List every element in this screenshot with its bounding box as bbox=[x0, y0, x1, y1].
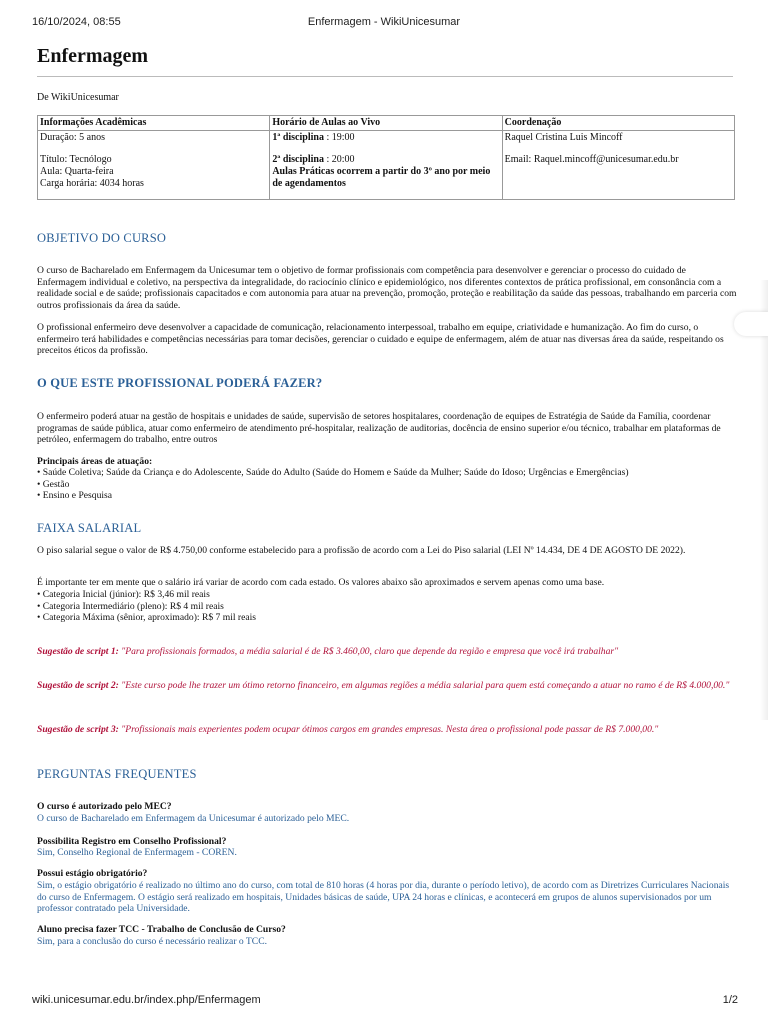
objetivo-paragraph-2: O profissional enfermeiro deve desenvolver a capacidade de comunicação, relacionamento interpessoal, trabalho em equipe, criatividade e humanização. Ao fim do curso, o enfermeiro terá habilidades e competências necessárias para tomar decisões, gerenciar o cuidado e equipe de enfermagem, além de atuar nas diversas área da saúde, respeitando os preceitos éticos da profissão. bbox=[37, 322, 724, 356]
d2-time: : 20:00 bbox=[323, 154, 355, 165]
coordinator-name: Raquel Cristina Luis Mincoff bbox=[504, 132, 623, 143]
schedule-cell bbox=[270, 131, 502, 200]
script-suggestion-2: Sugestão de script 2: "Este curso pode lhe trazer um ótimo retorno financeiro, em algumas regiões a média salarial para quem está começando a atuar no ramo é de R$ 4.000,00." bbox=[37, 680, 730, 691]
faq-question: O curso é autorizado pelo MEC? bbox=[37, 801, 172, 812]
salary-item: • Categoria Intermediário (pleno): R$ 4 mil reais bbox=[37, 601, 224, 612]
profissional-paragraph: O enfermeiro poderá atuar na gestão de hospitais e unidades de saúde, supervisão de setores hospitalares, coordenação de equipes de Estratégia de Saúde da Família, coordenar programas de saúde pública, atuar como enfermeiro de atendimento pré-hospitalar, realização de auditorias, docência de ensino superior e/ou técnico, trabalhar em plataformas de petróleo, enfermagem do trabalho, entre outros bbox=[37, 411, 721, 445]
section-heading-faq: PERGUNTAS FREQUENTES bbox=[37, 767, 197, 781]
print-url: wiki.unicesumar.edu.br/index.php/Enfermagem bbox=[32, 994, 261, 1006]
scroll-shadow bbox=[760, 280, 768, 720]
faq-answer: Sim, para a conclusão do curso é necessário realizar o TCC. bbox=[37, 936, 267, 947]
faq-question: Aluno precisa fazer TCC - Trabalho de Conclusão de Curso? bbox=[37, 924, 286, 935]
print-header bbox=[0, 16, 768, 32]
header-coordination: Coordenação bbox=[502, 116, 734, 131]
d2-label: 2ª disciplina bbox=[272, 154, 324, 165]
info-table-row bbox=[38, 131, 735, 200]
print-footer bbox=[0, 994, 768, 1010]
site-subtitle: De WikiUnicesumar bbox=[37, 92, 119, 103]
salary-item: • Categoria Máxima (sênior, aproximado): R$ 7 mil reais bbox=[37, 612, 257, 623]
header-academic: Informações Acadêmicas bbox=[38, 116, 270, 131]
titulo-text: Título: Tecnólogo bbox=[40, 154, 112, 165]
section-heading-salario: FAIXA SALARIAL bbox=[37, 521, 142, 535]
scroll-handle[interactable] bbox=[734, 312, 768, 336]
faq-answer: Sim, o estágio obrigatório é realizado no último ano do curso, com total de 810 horas (4 horas por dia, durante o período letivo), de acordo com as Diretrizes Curriculares Nacionais do curso de Enfermagem. O estágio será realizado em hospitais, Unidades básicas de saúde, UPA 24 horas e clínicas, e acontecerá em grupos de alunos supervisionados por um professor contratado pela Universidade. bbox=[37, 880, 730, 914]
area-item: • Gestão bbox=[37, 479, 70, 490]
objetivo-paragraph-1: O curso de Bacharelado em Enfermagem da Unicesumar tem o objetivo de formar profissionais com competência para desenvolver e gerenciar o processo do cuidado de Enfermagem individual e coletivo, na perspectiva da integralidade, do raciocínio clínico e epidemiológico, nos diferentes contextos de prática profissional, em consonância com a realidade social e de saúde; profissionais capacitados e com autonomia para atuar na prevenção, promoção, proteção e reabilitação da saúde das pessoas, trabalhando em parceria com outros profissionais da área da saúde. bbox=[37, 265, 737, 311]
academic-cell bbox=[38, 131, 270, 200]
duracao-text: Duração: 5 anos bbox=[40, 132, 105, 143]
areas-label: Principais áreas de atuação: bbox=[37, 456, 153, 467]
area-item: • Ensino e Pesquisa bbox=[37, 490, 113, 501]
header-schedule: Horário de Aulas ao Vivo bbox=[270, 116, 502, 131]
page-title: Enfermagem bbox=[37, 44, 733, 77]
info-table bbox=[37, 115, 735, 200]
print-page-number: 1/2 bbox=[722, 994, 738, 1006]
salary-item: • Categoria Inicial (júnior): R$ 3,46 mil reais bbox=[37, 589, 210, 600]
coordinator-email[interactable]: Email: Raquel.mincoff@unicesumar.edu.br bbox=[504, 154, 679, 165]
carga-text: Carga horária: 4034 horas bbox=[40, 178, 144, 189]
script-suggestion-3: Sugestão de script 3: "Profissionais mais experientes podem ocupar ótimos cargos em grandes empresas. Nesta área o profissional pode passar de R$ 7.000,00." bbox=[37, 724, 659, 735]
aula-text: Aula: Quarta-feira bbox=[40, 166, 114, 177]
salario-paragraph-2: É importante ter em mente que o salário irá variar de acordo com cada estado. Os valores abaixo são aproximados e servem apenas como uma base. bbox=[37, 577, 605, 588]
section-heading-objetivo: OBJETIVO DO CURSO bbox=[37, 231, 167, 245]
salario-paragraph-1: O piso salarial segue o valor de R$ 4.750,00 conforme estabelecido para a profissão de acordo com a Lei do Piso salarial (LEI Nº 14.434, DE 4 DE AGOSTO DE 2022). bbox=[37, 545, 686, 556]
article-content bbox=[37, 44, 733, 200]
print-page-title: Enfermagem - WikiUnicesumar bbox=[307, 16, 461, 28]
faq-answer: Sim, Conselho Regional de Enfermagem - COREN. bbox=[37, 847, 237, 858]
area-item: • Saúde Coletiva; Saúde da Criança e do Adolescente, Saúde do Adulto (Saúde do Homem e Saúde da Mulher; Saúde do Idoso; Urgências e Emergências) bbox=[37, 467, 629, 478]
info-table-header-row bbox=[38, 116, 735, 131]
script-suggestion-1: Sugestão de script 1: "Para profissionais formados, a média salarial é de R$ 3.460,00, claro que depende da região e empresa que você irá trabalhar" bbox=[37, 646, 619, 657]
faq-answer: O curso de Bacharelado em Enfermagem da Unicesumar é autorizado pelo MEC. bbox=[37, 813, 350, 824]
d1-time: : 19:00 bbox=[323, 132, 355, 143]
faq-question: Possui estágio obrigatório? bbox=[37, 868, 148, 879]
section-heading-profissional: O QUE ESTE PROFISSIONAL PODERÁ FAZER? bbox=[37, 376, 323, 390]
faq-question: Possibilita Registro em Conselho Profissional? bbox=[37, 836, 227, 847]
coordination-cell bbox=[502, 131, 734, 200]
print-datetime: 16/10/2024, 08:55 bbox=[32, 16, 121, 28]
d1-label: 1ª disciplina bbox=[272, 132, 324, 143]
schedule-note: Aulas Práticas ocorrem a partir do 3º ano por meio de agendamentos bbox=[272, 166, 491, 189]
